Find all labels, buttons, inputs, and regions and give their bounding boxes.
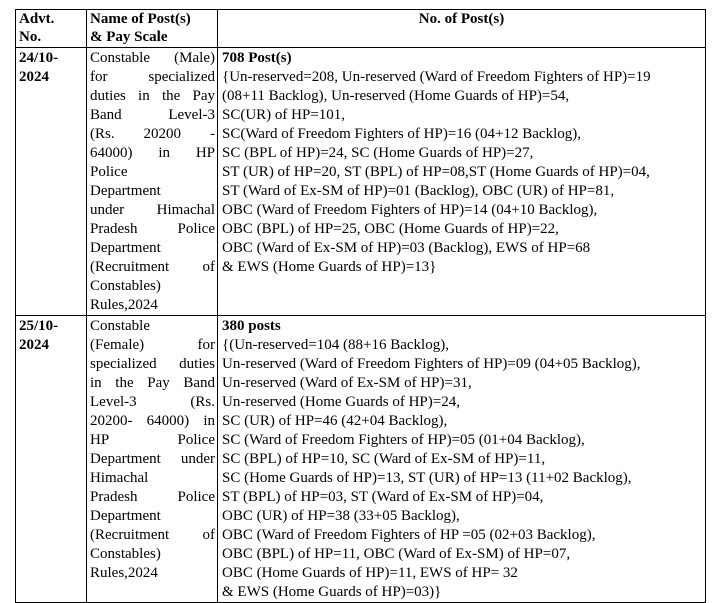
category-breakdown-line: Un-reserved (Ward of Freedom Fighters of HP)=09 (04+05 Backlog),	[222, 356, 641, 372]
header-post-name	[87, 10, 218, 48]
table-row	[16, 316, 706, 603]
category-breakdown-line: SC(UR) of HP=101,	[222, 107, 346, 123]
post-name-line: (Rs. 20200 -	[90, 126, 215, 142]
category-breakdown-line: SC (Home Guards of HP)=13, ST (UR) of HP=13 (11+02 Backlog),	[222, 470, 632, 486]
category-breakdown-line: ST (Ward of Ex-SM of HP)=01 (Backlog), OBC (UR) of HP=81,	[222, 183, 615, 199]
post-name-line: Department	[90, 183, 161, 199]
post-name-line: Police	[90, 164, 128, 180]
post-name-line: (Female) for	[90, 337, 215, 353]
category-breakdown-line: SC (Ward of Freedom Fighters of HP)=05 (01+04 Backlog),	[222, 432, 585, 448]
post-name-line: specialized duties	[90, 356, 215, 372]
post-name-line: Constable	[90, 318, 150, 334]
table-row	[16, 48, 706, 316]
post-name-line: (Recruitment of	[90, 259, 215, 275]
header-post-count: No. of Post(s)	[218, 10, 706, 48]
post-name-line: under Himachal	[90, 202, 215, 218]
category-breakdown-line: Un-reserved (Home Guards of HP)=24,	[222, 394, 460, 410]
total-posts: 708 Post(s)	[222, 50, 292, 66]
post-count-details	[218, 48, 706, 316]
header-advt-line-1: Advt.	[19, 11, 55, 27]
advt-number-line: 2024	[19, 69, 49, 85]
category-breakdown-line: OBC (UR) of HP=38 (33+05 Backlog),	[222, 508, 460, 524]
category-breakdown-line: ST (UR) of HP=20, ST (BPL) of HP=08,ST (Home Guards of HP)=04,	[222, 164, 650, 180]
posts-table	[15, 9, 706, 603]
post-name-line: Department	[90, 508, 161, 524]
category-breakdown-line: OBC (BPL) of HP=25, OBC (Home Guards of HP)=22,	[222, 221, 559, 237]
post-name-pay-scale	[87, 48, 218, 316]
post-name-line: Pradesh Police	[90, 221, 215, 237]
category-breakdown-line: SC (BPL of HP)=24, SC (Home Guards of HP)=27,	[222, 145, 534, 161]
category-breakdown-line: ST (BPL) of HP=03, ST (Ward of Ex-SM of HP)=04,	[222, 489, 544, 505]
post-name-line: 64000) in HP	[90, 145, 215, 161]
post-name-line: Constables)	[90, 278, 161, 294]
category-breakdown-line: OBC (Home Guards of HP)=11, EWS of HP= 32	[222, 565, 518, 581]
post-count-details	[218, 316, 706, 603]
advt-number-line: 25/10-	[19, 318, 59, 334]
post-name-line: Constables)	[90, 546, 161, 562]
advt-number-line: 24/10-	[19, 50, 59, 66]
post-name-line: Band Level-3	[90, 107, 215, 123]
post-name-line: Department	[90, 240, 161, 256]
post-name-line: Pradesh Police	[90, 489, 215, 505]
header-name-line-2: & Pay Scale	[90, 28, 168, 45]
total-posts: 380 posts	[222, 318, 281, 334]
posts-document	[15, 9, 706, 603]
advt-number	[16, 48, 87, 316]
header-name-line-1: Name of Post(s)	[90, 11, 191, 27]
post-name-line: Constable (Male)	[90, 50, 215, 66]
post-name-line: 20200- 64000) in	[90, 413, 215, 429]
post-name-line: Department under	[90, 451, 215, 467]
category-breakdown-line: SC (UR) of HP=46 (42+04 Backlog),	[222, 413, 448, 429]
header-advt-no	[16, 10, 87, 48]
post-name-line: for specialized	[90, 69, 215, 85]
category-breakdown-line: (08+11 Backlog), Un-reserved (Home Guards of HP)=54,	[222, 88, 570, 104]
header-row	[16, 10, 706, 48]
advt-number-line: 2024	[19, 337, 49, 353]
category-breakdown-line: OBC (BPL) of HP=11, OBC (Ward of Ex-SM) of HP=07,	[222, 546, 571, 562]
category-breakdown-line: Un-reserved (Ward of Ex-SM of HP)=31,	[222, 375, 472, 391]
post-name-pay-scale	[87, 316, 218, 603]
post-name-line: duties in the Pay	[90, 88, 215, 104]
post-name-line: HP Police	[90, 432, 215, 448]
category-breakdown-line: & EWS (Home Guards of HP)=13}	[222, 259, 437, 275]
post-name-line: Himachal	[90, 470, 149, 486]
post-name-line: Rules,2024	[90, 297, 158, 313]
post-name-line: Rules,2024	[90, 565, 158, 581]
post-name-line: (Recruitment of	[90, 527, 215, 543]
category-breakdown-line: SC (BPL) of HP=10, SC (Ward of Ex-SM of HP)=11,	[222, 451, 546, 467]
category-breakdown-line: & EWS (Home Guards of HP)=03)}	[222, 584, 442, 600]
category-breakdown-line: {Un-reserved=208, Un-reserved (Ward of Freedom Fighters of HP)=19	[222, 69, 651, 85]
advt-number	[16, 316, 87, 603]
post-name-line: Level-3 (Rs.	[90, 394, 215, 410]
category-breakdown-line: OBC (Ward of Freedom Fighters of HP)=14 (04+10 Backlog),	[222, 202, 598, 218]
category-breakdown-line: {(Un-reserved=104 (88+16 Backlog),	[222, 337, 449, 353]
category-breakdown-line: SC(Ward of Freedom Fighters of HP)=16 (04+12 Backlog),	[222, 126, 581, 142]
post-name-line: in the Pay Band	[90, 375, 215, 391]
category-breakdown-line: OBC (Ward of Freedom Fighters of HP =05 (02+03 Backlog),	[222, 527, 596, 543]
category-breakdown-line: OBC (Ward of Ex-SM of HP)=03 (Backlog), EWS of HP=68	[222, 240, 591, 256]
header-advt-line-2: No.	[19, 28, 42, 45]
